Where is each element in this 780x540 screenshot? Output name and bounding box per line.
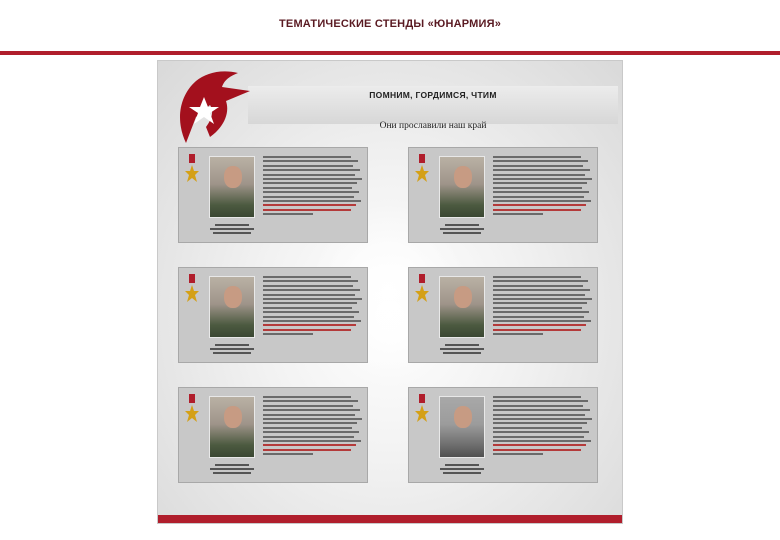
hero-portrait	[209, 396, 255, 458]
hero-card	[178, 387, 368, 483]
bottom-band	[158, 515, 623, 523]
portrait-caption	[205, 222, 259, 236]
hero-card	[408, 267, 598, 363]
yunarmia-emblem-icon	[166, 67, 252, 145]
hero-portrait	[439, 396, 485, 458]
stand-subtitle: Они прославили наш край	[379, 121, 487, 131]
hero-star-medal-icon	[415, 394, 429, 424]
stand-board	[157, 60, 623, 524]
biography-text	[263, 396, 363, 457]
biography-text	[263, 156, 363, 217]
hero-portrait	[439, 276, 485, 338]
portrait-caption	[205, 342, 259, 356]
hero-star-medal-icon	[415, 154, 429, 184]
hero-star-medal-icon	[415, 274, 429, 304]
portrait-caption	[435, 222, 489, 236]
biography-text	[263, 276, 363, 337]
portrait-caption	[435, 462, 489, 476]
hero-portrait	[209, 156, 255, 218]
stand-title: ПОМНИМ, ГОРДИМСЯ, ЧТИМ	[369, 90, 497, 100]
header-divider	[0, 51, 780, 55]
hero-star-medal-icon	[185, 394, 199, 424]
hero-portrait	[209, 276, 255, 338]
hero-card	[408, 387, 598, 483]
hero-card	[178, 147, 368, 243]
hero-star-medal-icon	[185, 154, 199, 184]
portrait-caption	[205, 462, 259, 476]
portrait-caption	[435, 342, 489, 356]
biography-text	[493, 276, 593, 337]
biography-text	[493, 156, 593, 217]
hero-star-medal-icon	[185, 274, 199, 304]
hero-card	[408, 147, 598, 243]
biography-text	[493, 396, 593, 457]
page-title: ТЕМАТИЧЕСКИЕ СТЕНДЫ «ЮНАРМИЯ»	[278, 18, 502, 30]
hero-portrait	[439, 156, 485, 218]
hero-card	[178, 267, 368, 363]
